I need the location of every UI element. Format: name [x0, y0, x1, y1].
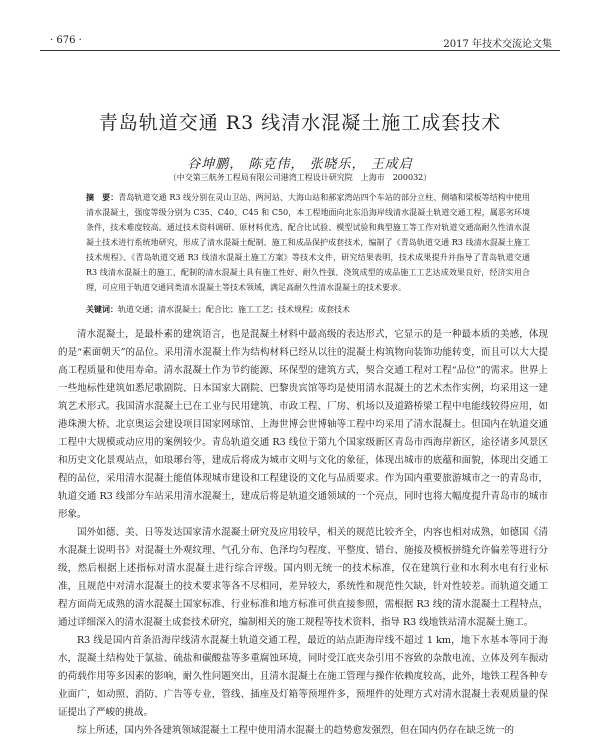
- abstract-text: 青岛轨道交通 R3 线分别在灵山卫站、两河站、大海山站和郝家湾站四个车站的部分立柱、侧墙和梁板等结构中使用清水混凝土，强度等级分别为 C35、C40、C45 和 C50，本工程地面向北东沿海岸线清水混凝土轨道交通工程，属恶劣环境条件，技术难度较高。通过技术资料调研、原材料优选、配合比试验、模型试验和典型施工等工作对轨道交通高耐久性清水混凝土技术进行系统地研究，形成了清水混凝土配制、施工和成品保护成套技术，编制了《青岛轨道交通 R3 线清水混凝土施工技术规程》、《青岛轨道交通 R3 线清水混凝土施工方案》等技术文件，研究结果表明，技术成果提升并指导了青岛轨道交通 R3 线清水混凝土的施工，配制的清水混凝土具有施工性好、耐久性强、浇筑成型的成品施工工艺达成效果良好，经济实用合理，可应用于轨道交通同类清水混凝土等技术领域，满足高耐久性清水混凝土的技术要求。: [86, 193, 530, 292]
- article-affiliation: （中交第三航务工程局有限公司港湾工程设计研究院 上海市 200032）: [168, 173, 432, 182]
- keywords: [86, 302, 530, 317]
- page-number: · 676 ·: [50, 35, 82, 46]
- article-body: [58, 326, 548, 740]
- abstract: [86, 190, 530, 295]
- keywords-text: 轨道交通；清水混凝土；配合比；施工工艺；技术规程；成套技术: [118, 305, 350, 314]
- keywords-label: 关键词：: [86, 304, 118, 314]
- article-authors: 谷坤鹏， 陈克伟， 张晓乐， 王成启: [187, 157, 413, 172]
- body-paragraph: R3 线是国内首条沿海岸线清水混凝土轨道交通工程，最近的站点距海岸线不超过 1 km，地下水基本等同于海水，混凝土结构处于氯盐、硫盐和碳酸盐等多重腐蚀环境，同时受江底夹杂引用不容致的杂散电流、立体及列车振动的荷载作用等多因素的影响，耐久性问题突出，且清水混凝土在施工管理与操作依赖度较高，此外，地铁工程各种专业面广，如动照、消防、广告等专业，管线、插座及灯箱等预埋件多，预埋件的处理方式对清水混凝土表观质量的保证提出了严峻的挑战。: [58, 635, 548, 718]
- body-paragraph: 国外如德、美、日等发达国家清水混凝土研究及应用较早，相关的规范比较齐全，内容也相对成熟，如德国《清水混凝土说明书》对混凝土外观纹理、气孔分布、色泽均匀程度、平整度、错台、施接及模板拼缝允许偏差等进行分级，然后根据上述指标对清水混凝土进行综合评级。国内则无统一的技术标准，仅在建筑行业和水利水电有行业标准，且规范中对清水混凝土的技术要求等各不尽相同，差异较大，系统性和规范性欠缺，针对性较差。而轨道交通工程方面尚无成熟的清水混凝土国家标准、行业标准和地方标准可供直接参照，需根据 R3 线的清水混凝土工程特点，通过详细深入的清水混凝土成套技术研究，编制相关的施工规程等技术资料，指导 R3 线地铁站清水混凝土施工。: [58, 527, 548, 628]
- running-header: [40, 30, 560, 51]
- body-paragraph: 清水混凝土，是最朴素的建筑语言，也是混凝土材料中最高级的表达形式，它显示的是一种最本质的美感，体现的是“素面朝天”的品位。采用清水混凝土作为结构材料已经从以往的混凝土构筑物向装饰功能转变，而且可以大大提高工程质量和使用寿命。清水混凝土作为节约能源、环保型的建筑方式，契合交通工程对工程“品位”的需求。世界上一些地标性建筑如悉尼歌剧院、日本国家大剧院、巴黎贵宾馆等均是使用清水混凝土的艺术杰作实例，均采用这一建筑艺术形式。我国清水混凝土已在工业与民用建筑、市政工程、厂房、机场以及道路桥梁工程中电能线较得应用，如港珠澳大桥、北京奥运会建设项目国家网球馆、上海世博会世博轴等工程中均采用了清水混凝土。但国内在轨道交通工程中大规模或动应用的案例较少。青岛轨道交通 R3 线位于第九个国家级新区青岛市西海岸新区，途径诸多风景区和历史文化景观站点，如琅琊台等，建成后将成为城市文明与文化的象征，体现出城市的底蕴和面貌，体现出交通工程的品位，采用清水混凝土能值体现城市建设和工程建设的文化与品质要求。作为国内重要旅游城市之一的青岛市，轨道交通 R3 线部分车站采用清水混凝土，建成后将是轨道交通领域的一个亮点，同时也将大幅度提升青岛市的城市形象。: [58, 329, 548, 520]
- article-title: 青岛轨道交通 R3 线清水混凝土施工成套技术: [98, 112, 502, 134]
- body-paragraph: 综上所述，国内外各建筑领域混凝土工程中使用清水混凝土的趋势愈发强烈，但在国内仍存在缺乏统一的: [77, 725, 515, 736]
- abstract-label: 摘 要：: [86, 192, 119, 202]
- running-title: 2017 年技术交流论文集: [443, 39, 552, 50]
